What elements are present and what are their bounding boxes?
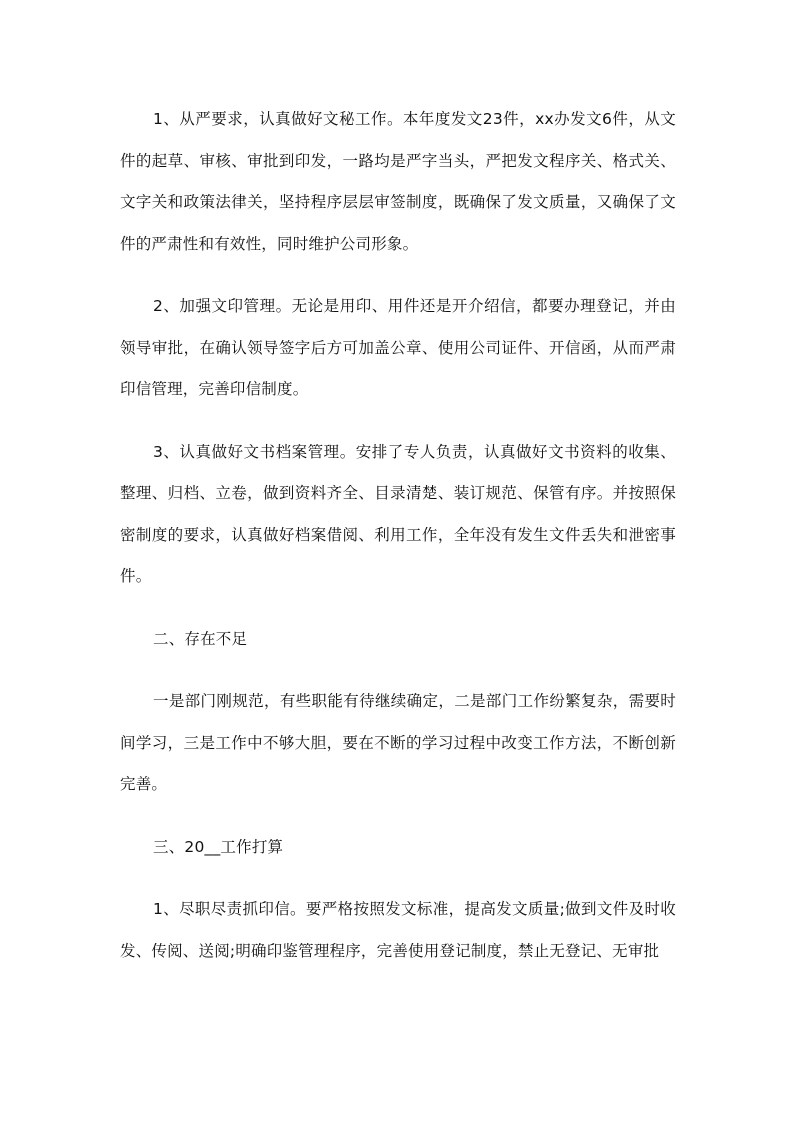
paragraph-document-drafting: 1、从严要求，认真做好文秘工作。本年度发文23件，xx办发文6件，从文件的起草、审核、审批到印发，一路均是严字当头，严把发文程序关、格式关、文字关和政策法律关，坚持程序层层审签制度，既确保了发文质量，又确保了文件的严肃性和有效性，同时维护公司形象。 xyxy=(120,110,676,253)
paragraph-work-plan-seals: 1、尽职尽责抓印信。要严格按照发文标准，提高发文质量;做到文件及时收发、传阅、送阅;明确印鉴管理程序，完善使用登记制度，禁止无登记、无审批 xyxy=(120,900,676,960)
paragraph-shortcomings: 一是部门刚规范，有些职能有待继续确定，二是部门工作纷繁复杂，需要时间学习，三是工作中不够大胆，要在不断的学习过程中改变工作方法，不断创新完善。 xyxy=(120,692,676,793)
section-heading-shortcomings: 二、存在不足 xyxy=(153,629,248,648)
section-heading-work-plan: 三、20__工作打算 xyxy=(153,837,284,856)
document-body xyxy=(120,99,676,993)
paragraph-archive-management: 3、认真做好文书档案管理。安排了专人负责，认真做好文书资料的收集、整理、归档、立卷，做到资料齐全、目录清楚、装订规范、保管有序。并按照保密制度的要求，认真做好档案借阅、利用工作，全年没有发生文件丢失和泄密事件。 xyxy=(120,442,676,585)
paragraph-seal-management: 2、加强文印管理。无论是用印、用件还是开介绍信，都要办理登记，并由领导审批，在确认领导签字后方可加盖公章、使用公司证件、开信函，从而严肃印信管理，完善印信制度。 xyxy=(120,297,676,398)
